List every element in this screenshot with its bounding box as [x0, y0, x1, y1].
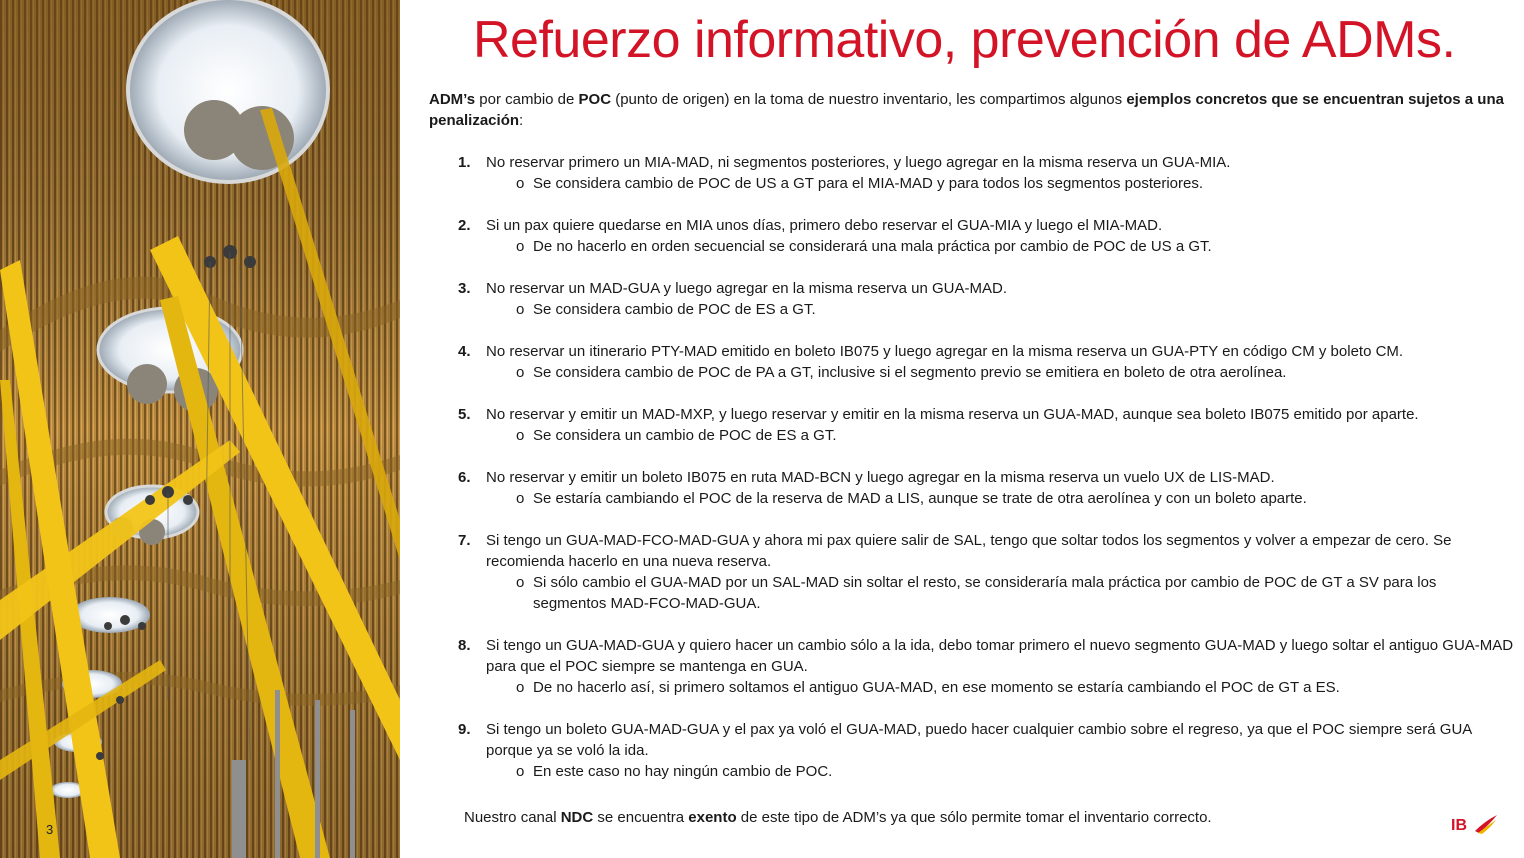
- list-item: [458, 278, 1518, 341]
- sub-text: Si sólo cambio el GUA-MAD por un SAL-MAD sin soltar el resto, se consideraría mala práctica por cambio de POC de GT a SV para los segmentos MAD-FCO-MAD-GUA.: [533, 574, 1437, 612]
- bullet-o: o: [516, 490, 525, 507]
- sub-item: [516, 236, 1518, 257]
- list-item: [458, 467, 1518, 530]
- sub-item: [516, 173, 1518, 194]
- list-item: [458, 635, 1518, 719]
- list-item: [458, 341, 1518, 404]
- slide-number: 3: [46, 822, 54, 837]
- sub-text: De no hacerlo así, si primero soltamos el antiguo GUA-MAD, en ese momento se estaría cambiando el POC de GT a ES.: [533, 679, 1340, 696]
- list-item: [458, 530, 1518, 635]
- sub-item: [516, 761, 1518, 782]
- item-text: Si tengo un GUA-MAD-GUA y quiero hacer un cambio sólo a la ida, debo tomar primero el nuevo segmento GUA-MAD y luego soltar el antiguo GUA-MAD para que el POC siempre se mantenga en GUA.: [486, 637, 1514, 675]
- bullet-o: o: [516, 679, 525, 696]
- item-number: 3.: [458, 280, 471, 297]
- sub-text: Se considera un cambio de POC de ES a GT.: [533, 427, 837, 444]
- bullet-o: o: [516, 574, 525, 591]
- sub-item: [516, 425, 1518, 446]
- bullet-o: o: [516, 427, 525, 444]
- bullet-o: o: [516, 364, 525, 381]
- item-text: No reservar primero un MIA-MAD, ni segmentos posteriores, y luego agregar en la misma reserva un GUA-MIA.: [486, 154, 1231, 171]
- exento-bold: exento: [688, 809, 737, 826]
- ndc-text-1: Nuestro canal: [464, 809, 561, 826]
- list-item: [458, 719, 1518, 803]
- intro-text-1: por cambio de: [475, 91, 579, 108]
- sub-item: [516, 677, 1518, 698]
- item-text: No reservar y emitir un boleto IB075 en ruta MAD-BCN y luego agregar en la misma reserva un vuelo UX de LIS-MAD.: [486, 469, 1275, 486]
- bullet-o: o: [516, 763, 525, 780]
- item-text: No reservar un itinerario PTY-MAD emitido en boleto IB075 y luego agregar en la misma reserva un GUA-PTY en código CM y boleto CM.: [486, 343, 1404, 360]
- item-number: 8.: [458, 637, 471, 654]
- sub-text: Se considera cambio de POC de US a GT para el MIA-MAD y para todos los segmentos posteriores.: [533, 175, 1204, 192]
- bullet-o: o: [516, 301, 525, 318]
- intro-adm: ADM’s: [429, 91, 476, 108]
- sub-text: Se considera cambio de POC de PA a GT, inclusive si el segmento previo se emitiera en boleto de otra aerolínea.: [533, 364, 1287, 381]
- sub-text: Se considera cambio de POC de ES a GT.: [533, 301, 816, 318]
- sub-text: Se estaría cambiando el POC de la reserva de MAD a LIS, aunque se trate de otra aerolínea y con un boleto aparte.: [533, 490, 1307, 507]
- list-item: [458, 404, 1518, 467]
- item-text: No reservar y emitir un MAD-MXP, y luego reservar y emitir en la misma reserva un GUA-MAD, aunque sea boleto IB075 emitido por aparte.: [486, 406, 1419, 423]
- list-item: [458, 152, 1518, 215]
- ndc-text-3: de este tipo de ADM’s ya que sólo permite tomar el inventario correcto.: [736, 809, 1212, 826]
- item-number: 2.: [458, 217, 471, 234]
- intro-paragraph: [429, 89, 1519, 131]
- intro-text-2: (punto de origen) en la toma de nuestro inventario, les compartimos algunos: [611, 91, 1127, 108]
- intro-colon: :: [519, 112, 524, 129]
- item-number: 5.: [458, 406, 471, 423]
- bullet-o: o: [516, 175, 525, 192]
- sub-item: [516, 299, 1518, 320]
- item-text: Si un pax quiere quedarse en MIA unos días, primero debo reservar el GUA-MIA y luego el MIA-MAD.: [486, 217, 1163, 234]
- ndc-note: [464, 807, 1212, 828]
- airport-ceiling-photo: [0, 0, 400, 858]
- iberia-logo-mark: [1451, 811, 1499, 837]
- sub-text: En este caso no hay ningún cambio de POC.: [533, 763, 833, 780]
- ndc-bold: NDC: [560, 809, 594, 826]
- item-number: 1.: [458, 154, 471, 171]
- logo-text: IB: [1451, 817, 1467, 834]
- item-number: 9.: [458, 721, 471, 738]
- sub-item: [516, 488, 1518, 509]
- item-text: Si tengo un GUA-MAD-FCO-MAD-GUA y ahora mi pax quiere salir de SAL, tengo que soltar todos los segmentos y volver a empezar de cero. Se recomienda hacerlo en una nueva reserva.: [486, 532, 1452, 570]
- intro-poc: POC: [578, 91, 612, 108]
- iberia-logo: [1451, 811, 1499, 837]
- examples-list: [458, 152, 1518, 803]
- sub-text: De no hacerlo en orden secuencial se considerará una mala práctica por cambio de POC de US a GT.: [533, 238, 1212, 255]
- item-number: 4.: [458, 343, 471, 360]
- item-number: 6.: [458, 469, 471, 486]
- ndc-text-2: se encuentra: [593, 809, 689, 826]
- item-text: No reservar un MAD-GUA y luego agregar en la misma reserva un GUA-MAD.: [486, 280, 1008, 297]
- list-item: [458, 215, 1518, 278]
- page-title: Refuerzo informativo, prevención de ADMs.: [473, 11, 1456, 69]
- item-number: 7.: [458, 532, 471, 549]
- item-text: Si tengo un boleto GUA-MAD-GUA y el pax ya voló el GUA-MAD, puedo hacer cualquier cambio sobre el regreso, ya que el POC siempre será GUA porque ya se voló la ida.: [486, 721, 1472, 759]
- intro-emphasis: ejemplos concretos que se encuentran sujetos a una penalización: [429, 91, 1504, 129]
- bullet-o: o: [516, 238, 525, 255]
- sub-item: [516, 572, 1518, 614]
- ceiling-illustration: [0, 0, 400, 858]
- sub-item: [516, 362, 1518, 383]
